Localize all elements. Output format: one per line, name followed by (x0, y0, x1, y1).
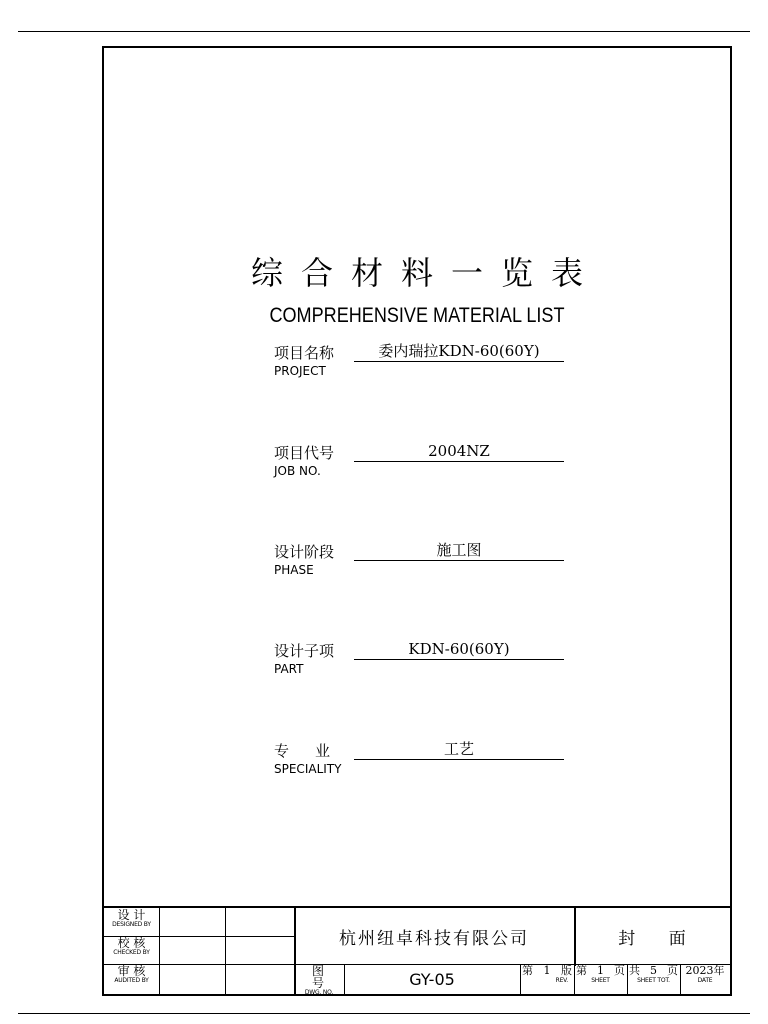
sheet-tot-post: 页 (667, 964, 678, 977)
project-label-cn: 项目名称 (274, 344, 335, 362)
phase-value: 施工图 (354, 541, 564, 561)
sheet-label-en: SHEET (591, 977, 610, 984)
field-phase (274, 541, 566, 591)
sheet-tot-label-en: SHEET TOT. (637, 977, 670, 984)
speciality-label-cn: 专业 (274, 742, 357, 760)
phase-label-cn: 设计阶段 (274, 543, 335, 561)
project-value: 委内瑞拉KDN-60(60Y) (354, 342, 564, 362)
dwg-no-label (294, 964, 344, 996)
sheet-total-cell (627, 965, 680, 993)
dwg-no-value: GY-05 (409, 969, 455, 989)
checked-label-cn: 校 核 (117, 936, 146, 950)
date-cell (680, 965, 730, 993)
part-value: KDN-60(60Y) (354, 640, 564, 660)
project-label-en: PROJECT (274, 364, 326, 378)
drawing-frame (102, 46, 732, 996)
job-label-en: JOB NO. (274, 464, 321, 478)
rev-cell (520, 965, 574, 993)
checked-label-en: CHECKED BY (113, 949, 150, 956)
dwg-label-en: DWG. NO. (304, 989, 334, 996)
title-chinese: 综合材料一览表 (250, 254, 601, 292)
designed-by-cell (104, 909, 159, 936)
designed-label-en: DESIGNED BY (112, 921, 151, 928)
field-speciality (274, 740, 566, 790)
sheet-cell (574, 965, 627, 993)
speciality-value: 工艺 (354, 740, 564, 760)
field-part (274, 640, 566, 690)
sheet-post: 页 (614, 964, 625, 977)
designed-label-cn: 设 计 (117, 908, 146, 922)
job-label-cn: 项目代号 (274, 444, 335, 462)
checked-by-cell (104, 937, 159, 964)
phase-label-en: PHASE (274, 563, 314, 577)
sheet-num: 1 (597, 964, 604, 977)
audited-by-cell (104, 965, 159, 992)
audited-label-cn: 审 核 (117, 964, 146, 978)
title-block (104, 906, 730, 994)
company-name: 杭州纽卓科技有限公司 (339, 928, 529, 949)
rev-num: 1 (543, 964, 551, 977)
top-border-line (18, 31, 750, 32)
sheet-tot-pre: 共 (629, 964, 640, 977)
date-value: 2023年 (685, 964, 725, 977)
speciality-label-en: SPECIALITY (274, 762, 342, 776)
job-value: 2004NZ (354, 442, 564, 462)
date-label-en: DATE (697, 977, 713, 984)
part-label-cn: 设计子项 (274, 642, 335, 660)
rev-pre: 第 (522, 964, 533, 977)
sheet-title: 封 面 (618, 928, 700, 949)
sheet-pre: 第 (576, 964, 587, 977)
rev-post: 版 (561, 964, 572, 977)
title-english: COMPREHENSIVE MATERIAL LIST (269, 304, 565, 327)
dwg-label-cn: 图 号 (311, 964, 332, 990)
part-label-en: PART (274, 662, 304, 676)
bottom-border-line (18, 1013, 750, 1014)
field-project (274, 342, 566, 392)
field-job-no (274, 442, 566, 492)
sheet-tot-num: 5 (650, 964, 657, 977)
rev-label-en: REV. (555, 977, 568, 984)
audited-label-en: AUDITED BY (114, 977, 149, 984)
